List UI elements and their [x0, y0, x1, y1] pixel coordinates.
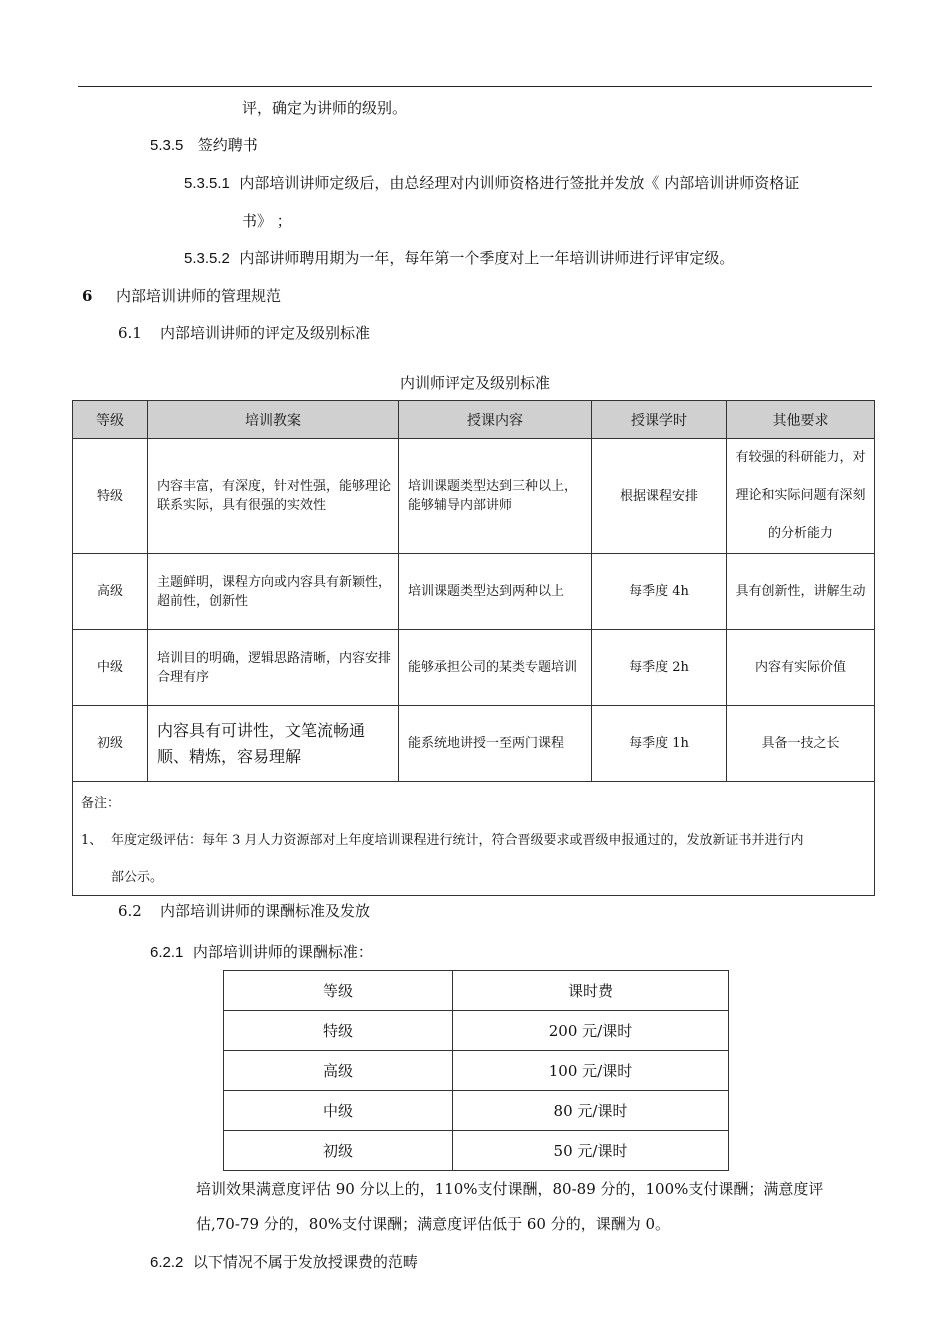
table-row	[73, 630, 875, 706]
plan-cell: 内容具有可讲性，文笔流畅通顺、精炼，容易理解	[148, 706, 399, 782]
other-cell: 有较强的科研能力，对理论和实际问题有深刻的分析能力	[727, 439, 875, 554]
header-rule	[78, 86, 872, 87]
section-title: 内部培训讲师的管理规范	[116, 287, 282, 305]
table-row	[224, 1051, 729, 1091]
section-title: 签约聘书	[197, 136, 258, 154]
section-6-2-heading	[118, 901, 370, 921]
continued-text: 评，确定为讲师的级别。	[242, 99, 408, 117]
content-cell: 培训课题类型达到两种以上	[399, 554, 592, 630]
plan-cell: 主题鲜明，课程方向或内容具有新颖性，超前性，创新性	[148, 554, 399, 630]
section-6-2-2-heading	[150, 1252, 418, 1273]
header-cell: 课时费	[453, 971, 729, 1011]
fee-cell: 100 元/课时	[453, 1051, 729, 1091]
level-cell: 高级	[73, 554, 148, 630]
section-number: 5.3.5	[150, 137, 184, 154]
level-cell: 初级	[224, 1131, 453, 1171]
fee-cell: 50 元/课时	[453, 1131, 729, 1171]
section-title: 内部培训讲师的课酬标准：	[192, 943, 373, 961]
section-5-3-5-2	[184, 248, 734, 269]
table-row	[73, 706, 875, 782]
level-cell: 高级	[224, 1051, 453, 1091]
plan-cell: 培训目的明确，逻辑思路清晰，内容安排合理有序	[148, 630, 399, 706]
section-number: 5.3.5.2	[184, 250, 230, 267]
note-text: 年度定级评估：每年 3 月人力资源部对上年度培训课程进行统计，符合晋级要求或晋级申报通过的，发放新证书并进行内	[111, 833, 804, 848]
hours-cell: 每季度 1h	[592, 706, 727, 782]
section-5-3-5-1-cont: 书》 ；	[242, 212, 292, 230]
table-note-row	[73, 782, 875, 896]
section-6-heading	[82, 286, 281, 306]
other-cell: 具有创新性，讲解生动	[727, 554, 875, 630]
section-number: 6	[82, 287, 93, 305]
note-cell	[73, 782, 875, 896]
level-cell: 中级	[73, 630, 148, 706]
section-6-2-1-heading	[150, 942, 373, 963]
level-cell: 初级	[73, 706, 148, 782]
header-cell: 等级	[224, 971, 453, 1011]
level-cell: 特级	[224, 1011, 453, 1051]
content-cell: 能够承担公司的某类专题培训	[399, 630, 592, 706]
table-header-row	[73, 401, 875, 439]
table-row	[224, 1091, 729, 1131]
section-text: 内部培训讲师定级后，由总经理对内训师资格进行签批并发放《 内部培训讲师资格证	[239, 174, 800, 192]
paragraph-line: 估,70-79 分的，80%支付课酬；满意度评估低于 60 分的，课酬为 0。	[196, 1215, 671, 1233]
content-cell: 能系统地讲授一至两门课程	[399, 706, 592, 782]
table-row	[73, 439, 875, 554]
table-row	[224, 1011, 729, 1051]
hours-cell: 根据课程安排	[592, 439, 727, 554]
note-number: 1、	[81, 833, 103, 848]
note-text-cont: 部公示。	[111, 870, 164, 885]
header-cell: 授课内容	[399, 401, 592, 439]
header-cell: 培训教案	[148, 401, 399, 439]
hours-cell: 每季度 4h	[592, 554, 727, 630]
content-cell: 培训课题类型达到三种以上，能够辅导内部讲师	[399, 439, 592, 554]
paragraph-line: 培训效果满意度评估 90 分以上的，110%支付课酬，80-89 分的，100%支付课酬；满意度评	[196, 1180, 824, 1198]
plan-cell: 内容丰富，有深度，针对性强，能够理论联系实际，具有很强的实效性	[148, 439, 399, 554]
section-number: 6.2.1	[150, 944, 184, 961]
header-cell: 其他要求	[727, 401, 875, 439]
section-text: 内部讲师聘用期为一年，每年第一个季度对上一年培训讲师进行评审定级。	[239, 249, 735, 267]
section-5-3-5	[150, 135, 258, 156]
section-title: 内部培训讲师的评定及级别标准	[160, 324, 371, 342]
level-cell: 特级	[73, 439, 148, 554]
fee-cell: 200 元/课时	[453, 1011, 729, 1051]
section-6-1-heading	[118, 323, 370, 343]
other-cell: 内容有实际价值	[727, 630, 875, 706]
table-row	[73, 554, 875, 630]
section-title: 内部培训讲师的课酬标准及发放	[160, 902, 371, 920]
trainer-level-table	[72, 400, 875, 896]
table-header-row	[224, 971, 729, 1011]
hours-cell: 每季度 2h	[592, 630, 727, 706]
table-row	[224, 1131, 729, 1171]
note-label: 备注：	[81, 796, 121, 811]
header-cell: 等级	[73, 401, 148, 439]
fee-cell: 80 元/课时	[453, 1091, 729, 1131]
section-title: 以下情况不属于发放授课费的范畴	[192, 1253, 418, 1271]
section-5-3-5-1	[184, 173, 799, 194]
header-cell: 授课学时	[592, 401, 727, 439]
note-item	[81, 831, 866, 850]
section-number: 6.2.2	[150, 1254, 184, 1271]
table-caption: 内训师评定及级别标准	[399, 374, 550, 392]
section-number: 6.2	[118, 902, 142, 920]
section-number: 6.1	[118, 324, 142, 342]
fee-table	[223, 970, 729, 1171]
level-cell: 中级	[224, 1091, 453, 1131]
other-cell: 具备一技之长	[727, 706, 875, 782]
section-number: 5.3.5.1	[184, 175, 230, 192]
